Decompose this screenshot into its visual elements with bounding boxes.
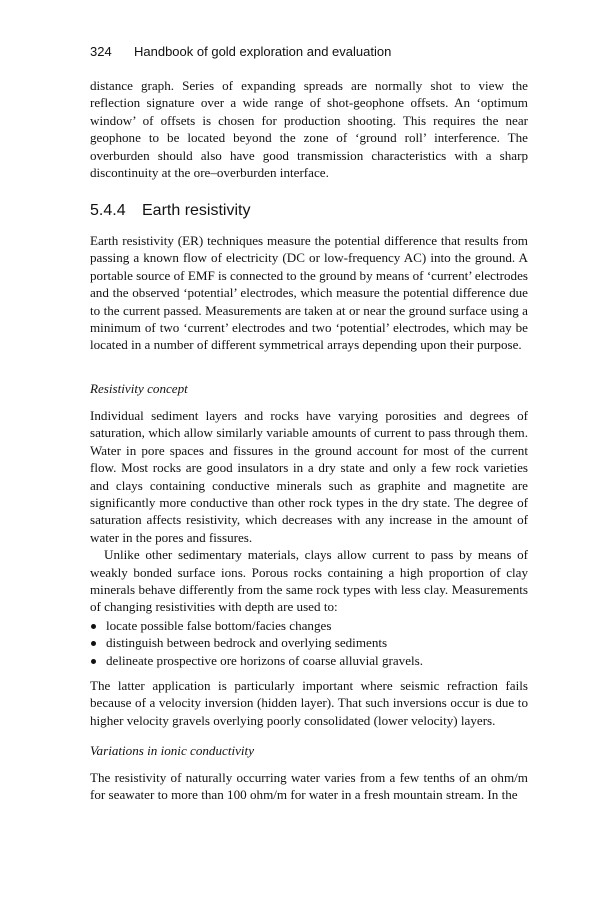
paragraph: Individual sediment layers and rocks have varying porosities and degrees of saturation, which allow similarly variable amounts of current to pass through them. Water in pore spaces and fissures in the ground account for most of the current flow. Most rocks are good insulators in a dry state and only a few rock varieties and clays containing conductive minerals such as graphite and magnetite are significantly more conductive than other rock types in the dry state. The degree of saturation affects resistivity, which decreases with any increase in the amount of water in the pores and fissures. — [90, 408, 528, 545]
subheading-ionic-conductivity: Variations in ionic conductivity — [90, 743, 255, 758]
paragraph-block — [90, 407, 528, 616]
list-item: delineate prospective ore horizons of coarse alluvial gravels. — [90, 652, 528, 669]
bullet-icon — [91, 659, 96, 664]
paragraph: Unlike other sedimentary materials, clays allow current to pass by means of weakly bonded surface ions. Porous rocks containing a high proportion of clay minerals behave differently from the same rock types with less clay. Measurements of changing resistivities with depth are used to: — [90, 547, 528, 615]
paragraph: The resistivity of naturally occurring water varies from a few tenths of an ohm/m for seawater to more than 100 ohm/m for water in a fresh mountain stream. In the — [90, 770, 528, 803]
paragraph: distance graph. Series of expanding spreads are normally shot to view the reflection signature over a wide range of shot-geophone offsets. An ‘optimum window’ of offsets is chosen for production shooting. This requires the near geophone to be located beyond the zone of ‘ground roll’ interference. The overburden should also have good transmission characteristics with a sharp discontinuity at the ore–overburden interface. — [90, 78, 528, 181]
paragraph: The latter application is particularly important where seismic refraction fails because of a velocity inversion (hidden layer). That such inversions occur is due to higher velocity gravels overlying poorly consolidated (lower velocity) layers. — [90, 678, 528, 728]
section-number: 5.4.4 — [90, 202, 126, 219]
list-item: distinguish between bedrock and overlying sediments — [90, 634, 528, 651]
paragraph-application — [90, 677, 528, 729]
section-title: Earth resistivity — [142, 202, 251, 219]
paragraph-intro — [90, 232, 528, 354]
paragraph-continuation — [90, 77, 528, 181]
running-header — [90, 44, 530, 59]
paragraph: Earth resistivity (ER) techniques measure the potential difference that results from passing a known flow of electricity (DC or low-frequency AC) into the ground. A portable source of EMF is connected to the ground by means of ‘current’ electrodes and the observed ‘potential’ electrodes, which measure the potential difference due to the current passed. Measurements are taken at or near the ground surface using a minimum of two ‘current’ electrodes and two ‘potential’ electrodes, which may be located in a number of different symmetrical arrays depending upon their purpose. — [90, 233, 528, 353]
bullet-list — [90, 617, 528, 669]
running-title: Handbook of gold exploration and evaluation — [134, 44, 392, 59]
page-number: 324 — [90, 44, 112, 59]
section-heading — [90, 202, 250, 220]
bullet-icon — [91, 641, 96, 646]
paragraph-water-resistivity — [90, 769, 528, 804]
list-item: locate possible false bottom/facies changes — [90, 617, 528, 634]
subheading-resistivity-concept: Resistivity concept — [90, 381, 188, 396]
bullet-icon — [91, 624, 96, 629]
